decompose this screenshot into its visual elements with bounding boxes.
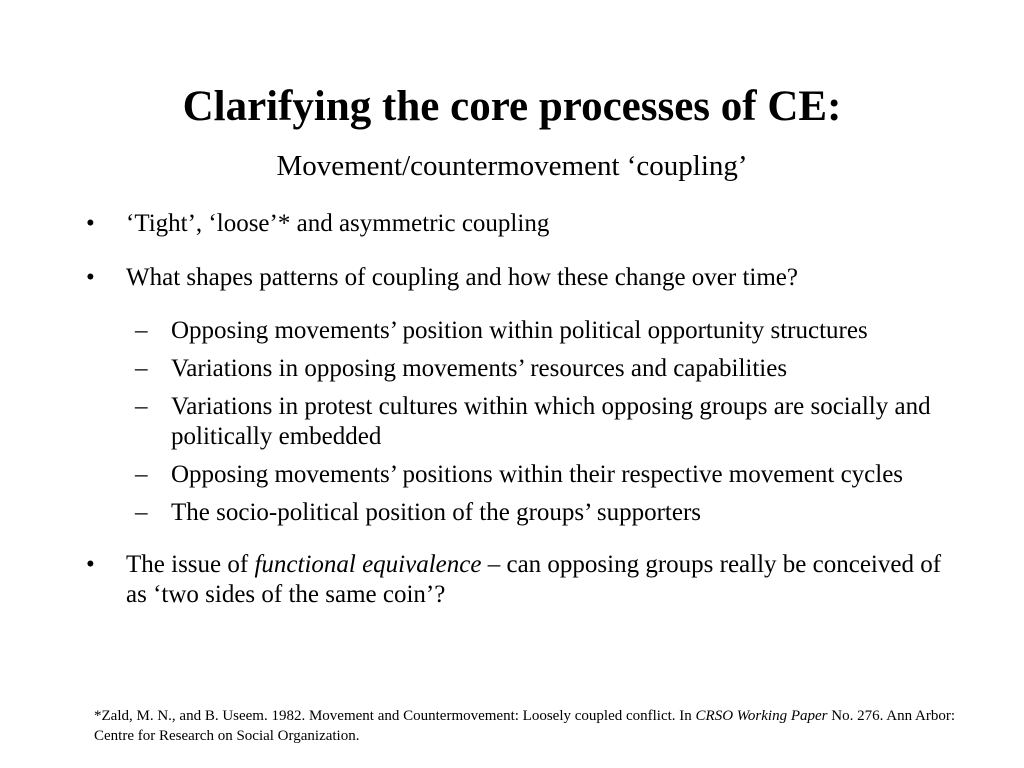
slide-subtitle: Movement/countermovement ‘coupling’ <box>276 150 748 182</box>
sub-bullet-marker: – <box>135 461 148 488</box>
sub-bullet-marker: – <box>135 355 148 382</box>
sub-bullet-marker: – <box>135 393 148 420</box>
bullet-item <box>86 550 956 610</box>
footnote-citation <box>94 706 974 746</box>
sub-bullet-item <box>135 498 956 528</box>
sub-bullet-text: Opposing movements’ position within political opportunity structures <box>171 317 868 344</box>
bullet-text-emphasis: functional equivalence <box>254 551 482 578</box>
bullet-text-lead: The issue of <box>126 551 255 578</box>
footnote-text-rest: No. 276. Ann Arbor: Centre for Research on Social Organization. <box>94 708 955 744</box>
sub-bullet-text: Variations in opposing movements’ resources and capabilities <box>171 355 788 382</box>
footnote-text-lead: *Zald, M. N., and B. Useem. 1982. Movement and Countermovement: Loosely coupled conflict. In <box>94 708 696 724</box>
sub-bullet-item <box>135 460 956 490</box>
bullet-item <box>86 263 956 528</box>
bullet-marker: • <box>86 264 95 291</box>
footnote-journal: CRSO Working Paper <box>695 708 828 724</box>
sub-bullet-marker: – <box>135 499 148 526</box>
bullet-list <box>86 209 956 610</box>
bullet-text-rest: – can opposing groups really be conceived of as ‘two sides of the same coin’? <box>126 551 942 608</box>
bullet-item <box>86 209 956 239</box>
sub-bullet-item <box>135 354 956 384</box>
bullet-text: ‘Tight’, ‘loose’* and asymmetric coupling <box>126 210 550 237</box>
bullet-marker: • <box>86 210 95 237</box>
sub-bullet-text: Variations in protest cultures within which opposing groups are socially and politically embedded <box>171 393 931 450</box>
sub-bullet-marker: – <box>135 317 148 344</box>
bullet-text <box>126 551 941 608</box>
sub-bullet-text: Opposing movements’ positions within their respective movement cycles <box>171 461 904 488</box>
sub-bullet-list <box>126 316 956 528</box>
sub-bullet-text: The socio-political position of the groups’ supporters <box>171 499 701 526</box>
sub-bullet-item <box>135 392 956 452</box>
bullet-marker: • <box>86 551 95 578</box>
sub-bullet-item <box>135 316 956 346</box>
slide-title: Clarifying the core processes of CE: <box>182 83 842 130</box>
bullet-text: What shapes patterns of coupling and how these change over time? <box>126 264 798 291</box>
